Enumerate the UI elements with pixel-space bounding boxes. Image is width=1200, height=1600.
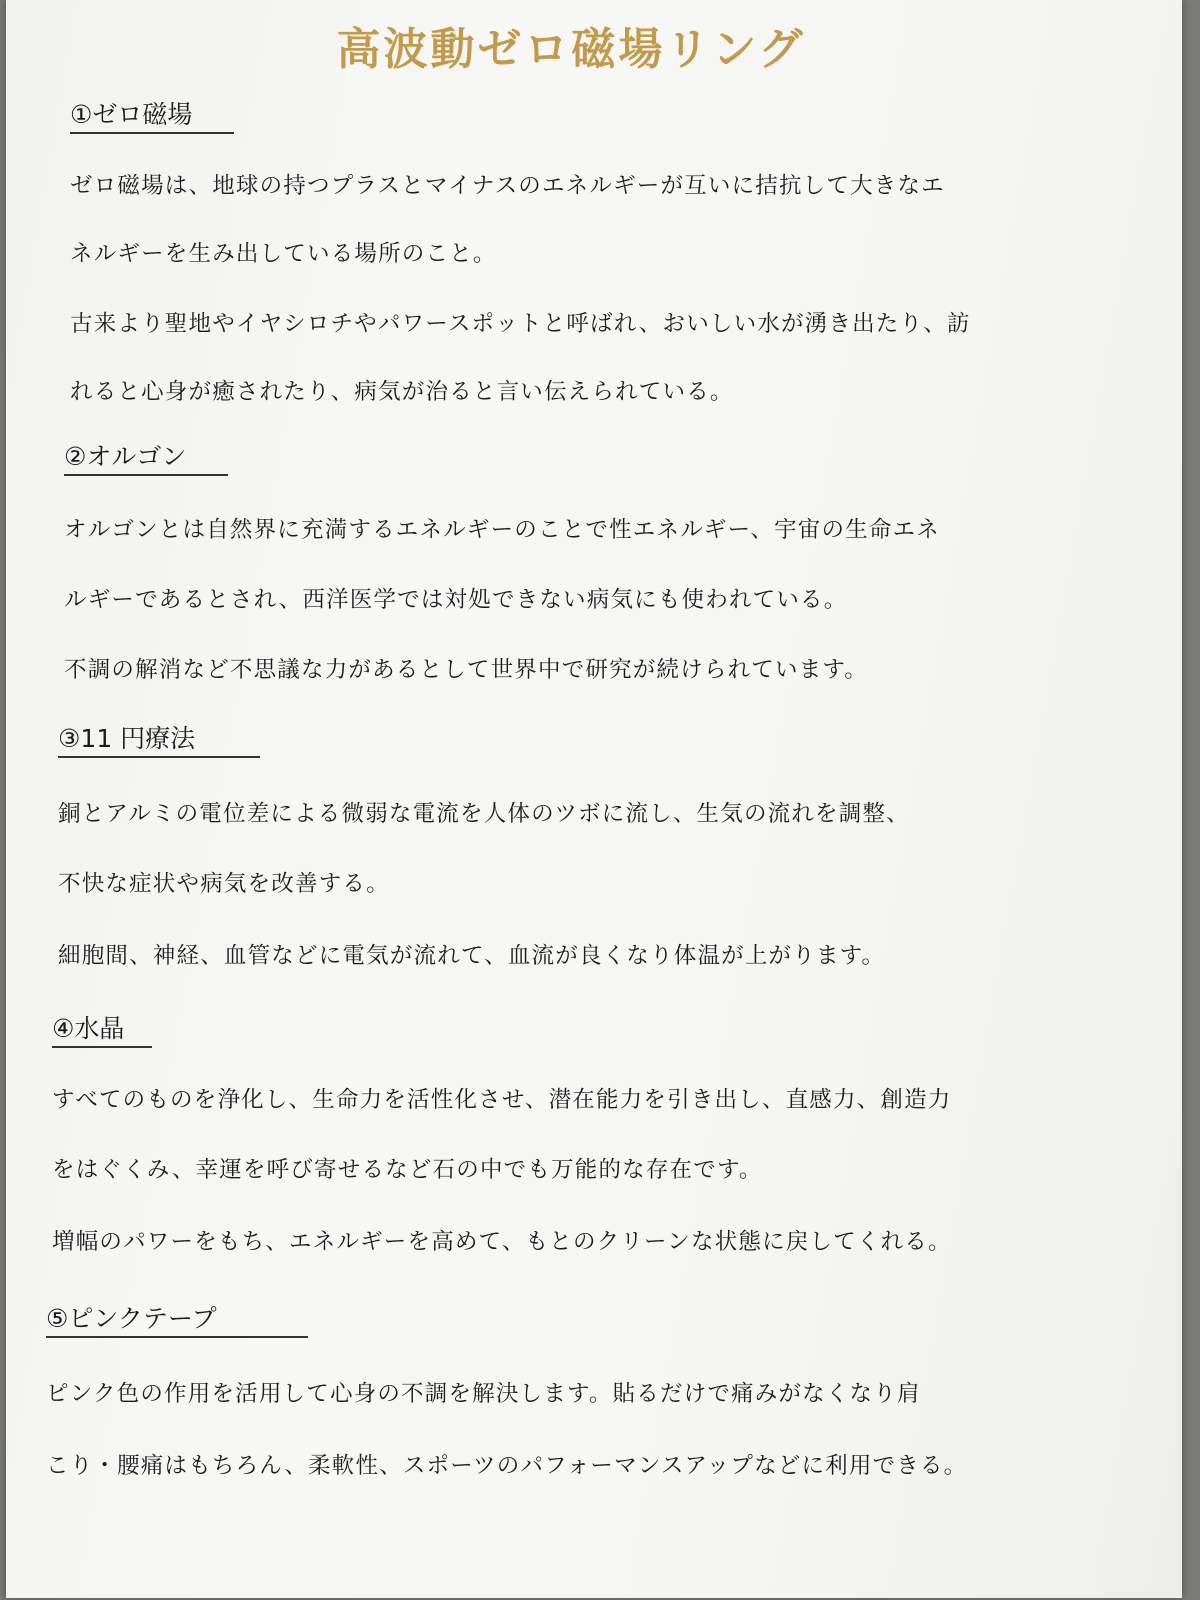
section-heading-zero-magnetic-field: ①ゼロ磁場 <box>70 98 234 134</box>
section-1-line-3: 古来より聖地やイヤシロチやパワースポットと呼ばれ、おいしい水が湧き出たり、訪 <box>70 311 971 337</box>
section-heading-orgone: ②オルゴン <box>64 440 228 476</box>
section-5-line-1: ピンク色の作用を活用して心身の不調を解決します。貼るだけで痛みがなくなり肩 <box>46 1381 921 1407</box>
section-2-line-3: 不調の解消など不思議な力があるとして世界中で研究が続けられています。 <box>64 657 869 683</box>
section-4-line-1: すべてのものを浄化し、生命力を活性化させ、潜在能力を引き出し、直感力、創造力 <box>52 1087 952 1113</box>
document-sheet <box>6 0 1182 1598</box>
section-2-line-2: ルギーであるとされ、西洋医学では対処できない病気にも使われている。 <box>64 587 848 613</box>
section-2-line-1: オルゴンとは自然界に充満するエネルギーのことで性エネルギー、宇宙の生命エネ <box>64 517 941 543</box>
section-4-line-3: 増幅のパワーをもち、エネルギーを高めて、もとのクリーンな状態に戻してくれる。 <box>52 1229 952 1255</box>
section-4-line-2: をはぐくみ、幸運を呼び寄せるなど石の中でも万能的な存在です。 <box>52 1157 763 1183</box>
section-1-line-1: ゼロ磁場は、地球の持つプラスとマイナスのエネルギーが互いに拮抗して大きなエ <box>70 173 945 199</box>
section-heading-crystal: ④水晶 <box>52 1012 152 1048</box>
section-5-line-2: こり・腰痛はもちろん、柔軟性、スポーツのパフォーマンスアップなどに利用できる。 <box>46 1453 968 1479</box>
section-1-line-2: ネルギーを生み出している場所のこと。 <box>70 241 497 267</box>
document-title: 高波動ゼロ磁場リング <box>336 24 806 75</box>
section-3-line-1: 銅とアルミの電位差による微弱な電流を人体のツボに流し、生気の流れを調整、 <box>58 801 910 827</box>
section-heading-pink-tape: ⑤ピンクテープ <box>46 1302 308 1338</box>
section-1-line-4: れると心身が癒されたり、病気が治ると言い伝えられている。 <box>70 379 734 405</box>
section-heading-11-yen-therapy: ③11 円療法 <box>58 722 260 758</box>
section-3-line-3: 細胞間、神経、血管などに電気が流れて、血流が良くなり体温が上がります。 <box>58 943 886 969</box>
section-3-line-2: 不快な症状や病気を改善する。 <box>58 871 390 897</box>
